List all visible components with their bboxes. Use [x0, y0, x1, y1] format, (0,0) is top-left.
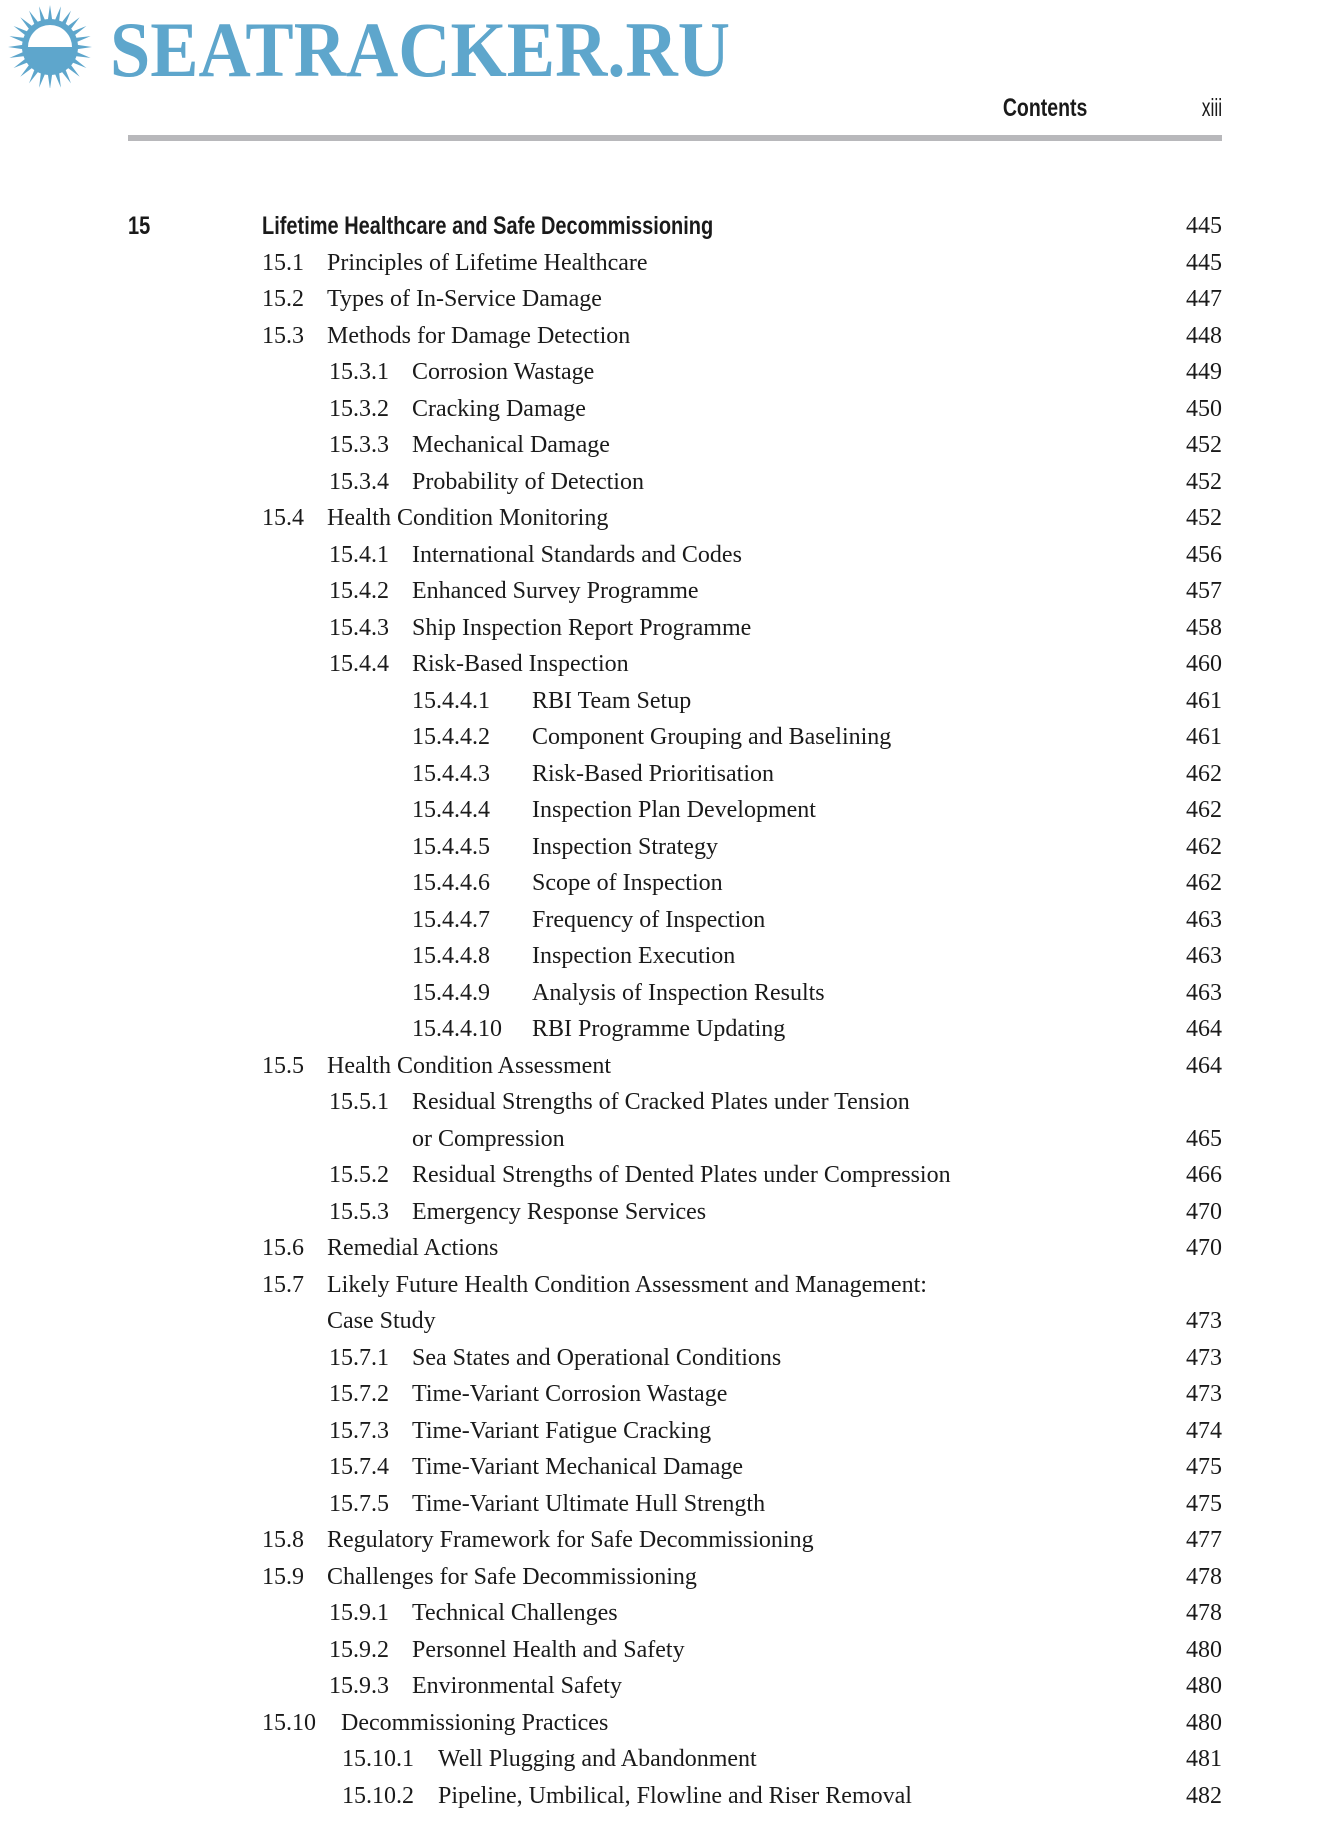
entry-number: 15.5.2: [329, 1162, 389, 1188]
sun-ray: [61, 11, 71, 26]
sun-ray: [54, 6, 60, 22]
entry-page: 464: [1186, 1052, 1222, 1079]
entry-title: Time-Variant Mechanical Damage: [412, 1454, 743, 1480]
entry-title: RBI Programme Updating: [532, 1016, 786, 1042]
sun-ray: [76, 45, 92, 50]
entry-number: 15.4.4.10: [412, 1016, 502, 1042]
entry-title: Well Plugging and Abandonment: [438, 1746, 757, 1772]
entry-title: Likely Future Health Condition Assessment and Management:: [327, 1271, 927, 1298]
toc-entry[interactable]: [0, 1157, 1339, 1194]
entry-page: 447: [1186, 286, 1222, 312]
entry-title: Types of In-Service Damage: [327, 286, 602, 312]
toc-entry[interactable]: [0, 1048, 1339, 1085]
watermark-logo: [0, 2, 1339, 88]
entry-title: Time-Variant Corrosion Wastage: [412, 1381, 728, 1407]
toc-entry[interactable]: [0, 646, 1339, 683]
sun-ray: [29, 11, 39, 26]
sun-ray: [61, 68, 71, 83]
entry-title: Inspection Strategy: [532, 833, 718, 860]
entry-title: International Standards and Codes: [412, 541, 742, 568]
entry-title: Technical Challenges: [412, 1600, 618, 1626]
toc-entry[interactable]: [0, 1267, 1339, 1304]
entry-title: Mechanical Damage: [412, 432, 610, 458]
entry-page: 452: [1186, 468, 1222, 495]
sun-highlight: [28, 25, 72, 47]
toc-entry[interactable]: [0, 1522, 1339, 1559]
watermark-text: SEATRACKER.RU: [110, 6, 730, 88]
entry-title: or Compression: [412, 1125, 565, 1152]
toc-entry[interactable]: [0, 719, 1339, 756]
entry-number: 15.4.4: [329, 651, 389, 677]
entry-title: RBI Team Setup: [532, 687, 692, 714]
sun-ray: [9, 36, 25, 42]
entry-page: 450: [1186, 395, 1222, 422]
sun-ray: [67, 64, 80, 77]
entry-title: Emergency Response Services: [412, 1198, 707, 1225]
entry-number: 15.5.3: [329, 1198, 389, 1225]
entry-number: 15.3.1: [329, 359, 389, 385]
sun-ray: [74, 51, 90, 57]
entry-number: 15.4.4.2: [412, 724, 490, 750]
entry-number: 15.4.4.8: [412, 943, 490, 969]
toc-entry[interactable]: [0, 1194, 1339, 1231]
entry-number: 15.10: [262, 1709, 316, 1736]
entry-number: 15.4.4.6: [412, 870, 490, 896]
toc-entry[interactable]: [0, 1084, 1339, 1121]
entry-page: 449: [1186, 359, 1222, 385]
entry-page: 475: [1186, 1490, 1222, 1517]
toc-entry[interactable]: [0, 318, 1339, 355]
sun-ray: [20, 17, 33, 30]
sun-ray: [9, 51, 25, 57]
toc-entry[interactable]: [0, 464, 1339, 501]
entry-page: 470: [1186, 1198, 1222, 1225]
toc-entry[interactable]: [0, 1303, 1339, 1340]
entry-page: 464: [1186, 1016, 1222, 1042]
toc-entry[interactable]: [0, 1632, 1339, 1669]
sun-ray: [74, 36, 90, 42]
running-header-title: Contents: [1002, 94, 1087, 122]
entry-title: Pipeline, Umbilical, Flowline and Riser Removal: [438, 1782, 912, 1809]
toc-entry[interactable]: [0, 975, 1339, 1012]
entry-page: 461: [1186, 724, 1222, 750]
entry-title: Health Condition Assessment: [327, 1052, 611, 1079]
entry-number: 15.2: [262, 286, 304, 312]
entry-page: 463: [1186, 906, 1222, 933]
toc-entry[interactable]: [0, 281, 1339, 318]
entry-title: Case Study: [327, 1308, 436, 1334]
entry-page: 480: [1186, 1709, 1222, 1736]
entry-number: 15.10.1: [342, 1746, 414, 1772]
entry-page: 473: [1186, 1344, 1222, 1371]
sun-ray: [14, 26, 29, 36]
entry-page: 462: [1186, 797, 1222, 823]
entry-page: 452: [1186, 432, 1222, 458]
entry-title: Corrosion Wastage: [412, 359, 595, 385]
toc-entry[interactable]: [0, 1449, 1339, 1486]
sun-ray: [71, 58, 86, 68]
entry-page: 462: [1186, 833, 1222, 860]
entry-page: 482: [1186, 1782, 1222, 1809]
sun-ray: [8, 45, 24, 50]
entry-number: 15.1: [262, 249, 304, 276]
entry-number: 15.9: [262, 1563, 304, 1590]
entry-page: 466: [1186, 1162, 1222, 1188]
entry-number: 15.7.1: [329, 1344, 389, 1371]
entry-number: 15.4.4.5: [412, 833, 490, 860]
sun-ray: [48, 73, 53, 88]
toc-entry[interactable]: [0, 756, 1339, 793]
entry-title: Enhanced Survey Programme: [412, 578, 699, 604]
entry-number: 15.4.4.7: [412, 906, 490, 933]
toc-entry[interactable]: [0, 354, 1339, 391]
entry-title: Component Grouping and Baselining: [532, 724, 892, 750]
running-header: [0, 94, 1339, 128]
toc-entry[interactable]: [0, 1413, 1339, 1450]
entry-page: 481: [1186, 1746, 1222, 1772]
entry-number: 15.10.2: [342, 1782, 414, 1809]
chapter-title: Lifetime Healthcare and Safe Decommissioning: [262, 212, 714, 240]
entry-title: Risk-Based Prioritisation: [532, 760, 774, 787]
entry-page: 480: [1186, 1673, 1222, 1699]
entry-number: 15.7: [262, 1271, 304, 1298]
entry-number: 15.4.2: [329, 578, 389, 604]
entry-number: 15.7.2: [329, 1381, 389, 1407]
entry-title: Residual Strengths of Cracked Plates under Tension: [412, 1089, 910, 1115]
entry-page: 477: [1186, 1527, 1222, 1553]
toc-entry[interactable]: [0, 865, 1339, 902]
entry-title: Decommissioning Practices: [341, 1709, 609, 1736]
entry-page: 462: [1186, 870, 1222, 896]
entry-page: 445: [1186, 249, 1222, 276]
entry-title: Sea States and Operational Conditions: [412, 1344, 782, 1371]
toc-entry[interactable]: [0, 1778, 1339, 1815]
entry-page: 461: [1186, 687, 1222, 714]
entry-title: Frequency of Inspection: [532, 906, 766, 933]
toc-entry[interactable]: [0, 1011, 1339, 1048]
entry-title: Health Condition Monitoring: [327, 505, 609, 531]
entry-number: 15.3: [262, 322, 304, 349]
entry-title: Methods for Damage Detection: [327, 322, 631, 349]
toc-entry[interactable]: [0, 902, 1339, 939]
entry-number: 15.4.3: [329, 614, 389, 641]
entry-number: 15.5: [262, 1052, 304, 1079]
entry-number: 15.4.4.9: [412, 979, 490, 1006]
toc-entry[interactable]: [0, 683, 1339, 720]
entry-number: 15.9.1: [329, 1600, 389, 1626]
toc-entry[interactable]: [0, 573, 1339, 610]
entry-number: 15.3.4: [329, 468, 389, 495]
entry-page: 463: [1186, 943, 1222, 969]
entry-title: Challenges for Safe Decommissioning: [327, 1563, 697, 1590]
entry-number: 15.7.5: [329, 1490, 389, 1517]
toc-entry[interactable]: [0, 1486, 1339, 1523]
entry-number: 15.3.3: [329, 432, 389, 458]
entry-title: Residual Strengths of Dented Plates under Compression: [412, 1162, 951, 1188]
entry-title: Scope of Inspection: [532, 870, 723, 896]
entry-title: Cracking Damage: [412, 395, 586, 422]
entry-page: 458: [1186, 614, 1222, 641]
toc-entry[interactable]: [0, 1595, 1339, 1632]
toc-entry[interactable]: [0, 1705, 1339, 1742]
table-of-contents: [0, 208, 1339, 1814]
toc-entry[interactable]: [0, 792, 1339, 829]
entry-title: Inspection Plan Development: [532, 797, 816, 823]
entry-number: 15.4.1: [329, 541, 389, 568]
toc-entry[interactable]: [0, 245, 1339, 282]
entry-page: 462: [1186, 760, 1222, 787]
sun-ray: [29, 68, 39, 83]
entry-page: 470: [1186, 1235, 1222, 1261]
entry-title: Analysis of Inspection Results: [532, 979, 825, 1006]
entry-page: 465: [1186, 1125, 1222, 1152]
sun-ray: [39, 6, 45, 22]
entry-page: 478: [1186, 1600, 1222, 1626]
entry-title: Time-Variant Fatigue Cracking: [412, 1417, 712, 1444]
entry-title: Principles of Lifetime Healthcare: [327, 249, 648, 276]
entry-page: 457: [1186, 578, 1222, 604]
entry-page: 478: [1186, 1563, 1222, 1590]
entry-title: Environmental Safety: [412, 1673, 622, 1699]
entry-page: 480: [1186, 1636, 1222, 1663]
sun-ray: [20, 64, 33, 77]
toc-entry[interactable]: [0, 829, 1339, 866]
entry-number: 15.5.1: [329, 1089, 389, 1115]
entry-page: 448: [1186, 322, 1222, 349]
entry-page: 474: [1186, 1417, 1222, 1444]
toc-entry[interactable]: [0, 1230, 1339, 1267]
toc-entry[interactable]: [0, 1741, 1339, 1778]
sun-ray: [14, 58, 29, 68]
sun-ray: [54, 71, 60, 87]
toc-entry[interactable]: [0, 500, 1339, 537]
sun-ray: [67, 17, 80, 30]
entry-number: 15.4.4.1: [412, 687, 490, 714]
toc-entry[interactable]: [0, 1668, 1339, 1705]
entry-page: 460: [1186, 651, 1222, 677]
sun-ray: [48, 5, 53, 21]
entry-page: 463: [1186, 979, 1222, 1006]
entry-title: Personnel Health and Safety: [412, 1636, 685, 1663]
entry-page: 452: [1186, 505, 1222, 531]
toc-entry[interactable]: [0, 938, 1339, 975]
toc-entry[interactable]: [0, 391, 1339, 428]
entry-title: Ship Inspection Report Programme: [412, 614, 752, 641]
sun-icon: [8, 5, 92, 88]
toc-entry[interactable]: [0, 427, 1339, 464]
entry-title: Remedial Actions: [327, 1235, 499, 1261]
entry-number: 15.6: [262, 1235, 304, 1261]
entry-number: 15.4.4.3: [412, 760, 490, 787]
entry-title: Inspection Execution: [532, 943, 736, 969]
page-number: xiii: [1201, 94, 1222, 122]
chapter-number: 15: [128, 212, 151, 240]
sun-ray: [71, 26, 86, 36]
entry-title: Probability of Detection: [412, 468, 644, 495]
entry-page: 475: [1186, 1454, 1222, 1480]
entry-number: 15.4.4.4: [412, 797, 490, 823]
toc-entry[interactable]: [0, 610, 1339, 647]
entry-number: 15.9.3: [329, 1673, 389, 1699]
entry-page: 473: [1186, 1381, 1222, 1407]
header-rule: [128, 135, 1222, 141]
entry-title: Time-Variant Ultimate Hull Strength: [412, 1490, 766, 1517]
entry-number: 15.4: [262, 505, 304, 531]
entry-page: 456: [1186, 541, 1222, 568]
toc-chapter-entry[interactable]: [0, 208, 1339, 245]
entry-number: 15.9.2: [329, 1636, 389, 1663]
toc-entry[interactable]: [0, 1121, 1339, 1158]
entry-number: 15.7.4: [329, 1454, 389, 1480]
sun-ray: [39, 71, 45, 87]
chapter-page: 445: [1186, 213, 1222, 239]
entry-number: 15.8: [262, 1527, 304, 1553]
sun-disc: [22, 19, 78, 75]
toc-entry[interactable]: [0, 1340, 1339, 1377]
entry-page: 473: [1186, 1308, 1222, 1334]
toc-entry[interactable]: [0, 537, 1339, 574]
toc-entry[interactable]: [0, 1376, 1339, 1413]
entry-title: Regulatory Framework for Safe Decommissioning: [327, 1527, 814, 1553]
entry-number: 15.7.3: [329, 1417, 389, 1444]
entry-number: 15.3.2: [329, 395, 389, 422]
toc-entry[interactable]: [0, 1559, 1339, 1596]
entry-title: Risk-Based Inspection: [412, 651, 629, 677]
